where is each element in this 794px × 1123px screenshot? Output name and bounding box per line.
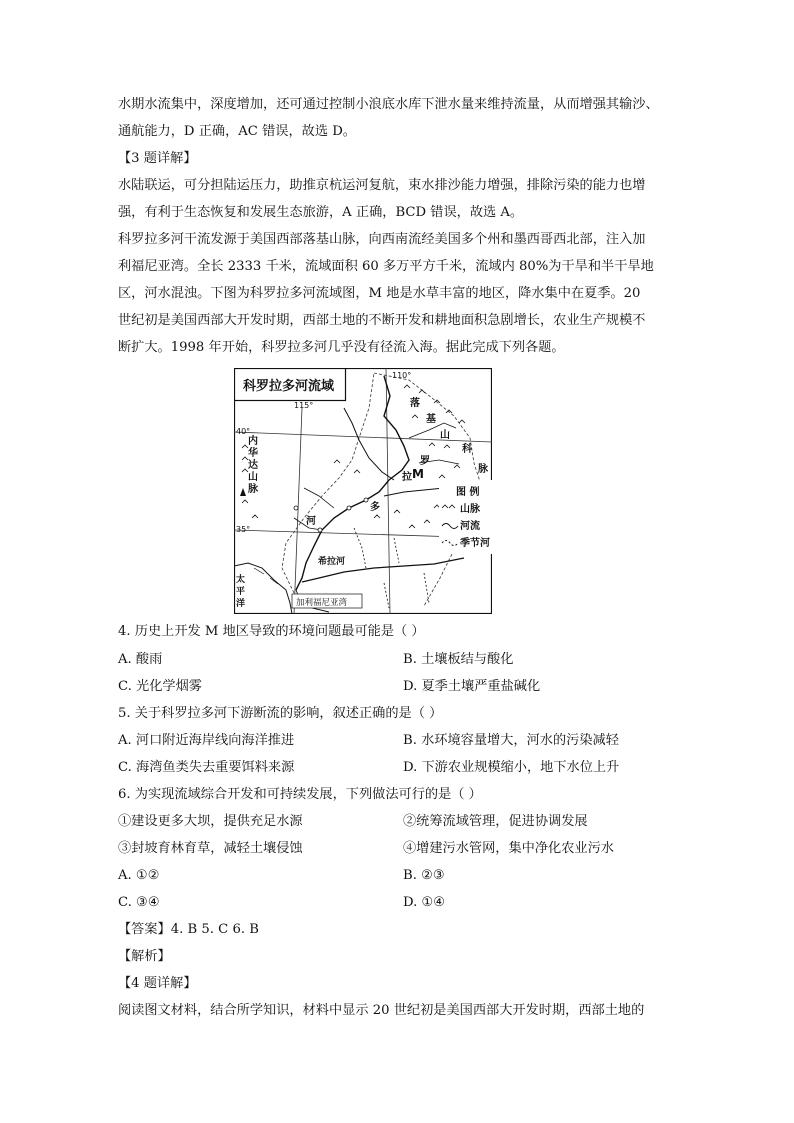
nevada-label-4: 山 xyxy=(248,472,258,483)
text-line: 阅读图文材料，结合所学知识，材料中显示 20 世纪初是美国西部大开发时期，西部土地的 xyxy=(118,1003,645,1018)
reservoir-dot xyxy=(294,506,298,510)
text-line: 强，有利于生态恢复和发展生态旅游，A 正确，BCD 错误，故选 A。 xyxy=(118,205,524,220)
nevada-label-3: 达 xyxy=(248,460,258,471)
legend-title: 图 例 xyxy=(456,487,480,498)
q5-option-d: D. 下游农业规模缩小，地下水位上升 xyxy=(403,760,620,775)
gila-river-label: 希拉河 xyxy=(318,557,346,567)
question-6-stem: 6. 为实现流域综合开发和可持续发展，下列做法可行的是（ ） xyxy=(118,787,482,802)
gulf-label: 加利福尼亚湾 xyxy=(296,598,348,608)
q5-option-b: B. 水环境容量增大，河水的污染减轻 xyxy=(403,733,619,748)
lon-110-label: 110° xyxy=(392,371,412,380)
analysis-header: 【解析】 xyxy=(118,949,171,964)
q6-statement-1: ①建设更多大坝，提供充足水源 xyxy=(118,814,303,829)
question-5-stem: 5. 关于科罗拉多河下游断流的影响，叙述正确的是（ ） xyxy=(118,706,443,721)
text-line: 水陆联运，可分担陆运压力，助推京杭运河复航，束水排沙能力增强，排除污染的能力也增 xyxy=(118,178,646,193)
q5-option-c: C. 海湾鱼类失去重要饵料来源 xyxy=(118,760,295,775)
text-line: 世纪初是美国西部大开发时期，西部土地的不断开发和耕地面积急剧增长，农业生产规模不 xyxy=(118,313,646,328)
colorado-label-duo: 多 xyxy=(370,502,380,513)
map-legend xyxy=(439,480,492,554)
question-4-stem: 4. 历史上开发 M 地区导致的环境问题最可能是（ ） xyxy=(118,624,425,639)
colorado-label-he: 河 xyxy=(306,516,316,527)
map-title: 科罗拉多河流域 xyxy=(243,379,335,394)
rocky-label-3: 山 xyxy=(440,430,450,441)
reservoir-dot xyxy=(364,498,368,502)
pacific-label-3: 洋 xyxy=(236,599,246,609)
answer-line: 【答案】4. B 5. C 6. B xyxy=(118,922,259,937)
m-label: M xyxy=(412,467,424,481)
q4-option-c: C. 光化学烟雾 xyxy=(118,679,202,694)
q5-option-a: A. 河口附近海岸线向海洋推进 xyxy=(118,733,295,748)
legend-seasonal-label: 季节河 xyxy=(460,538,490,549)
q6-option-d: D. ①④ xyxy=(403,895,446,910)
q6-option-c: C. ③④ xyxy=(118,895,160,910)
text-line: 通航能力，D 正确，AC 错误，故选 D。 xyxy=(118,124,356,139)
rocky-label-1: 落 xyxy=(410,398,420,409)
q6-statement-2: ②统筹流域管理，促进协调发展 xyxy=(403,814,588,829)
text-line: 水期水流集中，深度增加，还可通过控制小浪底水库下泄水量来维持流量，从而增强其输沙、 xyxy=(118,97,659,112)
lat-40-label: 40° xyxy=(236,427,251,436)
lat-35-label: 35° xyxy=(236,525,251,534)
pacific-label-1: 太 xyxy=(236,575,246,585)
rocky-label-mai: 脉 xyxy=(478,464,488,475)
pacific-label-2: 平 xyxy=(236,587,246,597)
q4-option-a: A. 酸雨 xyxy=(118,652,163,667)
text-line: 区，河水混浊。下图为科罗拉多河流域图，M 地是水草丰富的地区，降水集中在夏季。20 xyxy=(118,286,641,301)
nevada-label-1: 内 xyxy=(248,436,258,447)
legend-mountain-label: 山脉 xyxy=(460,504,480,515)
q4-detail-header: 【4 题详解】 xyxy=(118,976,197,991)
q6-statement-4: ④增建污水管网，集中净化农业污水 xyxy=(403,841,614,856)
text-line: 利福尼亚湾。全长 2333 千米，流域面积 60 多万平方千米，流域内 80%为干旱和半干旱地 xyxy=(118,259,654,274)
q6-option-a: A. ①② xyxy=(118,868,160,883)
q6-statement-3: ③封坡育林育草，减轻土壤侵蚀 xyxy=(118,841,303,856)
nevada-label-2: 华 xyxy=(248,448,258,459)
q4-option-b: B. 土壤板结与酸化 xyxy=(403,652,514,667)
reservoir-dot xyxy=(347,506,351,510)
text-line: 科罗拉多河干流发源于美国西部落基山脉，向西南流经美国多个州和墨西哥西北部，注入加 xyxy=(118,232,646,247)
colorado-label-luo: 罗 xyxy=(420,456,430,467)
reservoir-dot xyxy=(318,528,322,532)
q6-option-b: B. ②③ xyxy=(403,868,445,883)
legend-river-label: 河流 xyxy=(460,521,480,532)
q4-option-d: D. 夏季土壤严重盐碱化 xyxy=(403,679,541,694)
colorado-label-ke: 科 xyxy=(462,444,472,455)
section-header: 【3 题详解】 xyxy=(118,151,197,166)
rocky-label-2: 基 xyxy=(426,414,436,425)
text-line: 断扩大。1998 年开始，科罗拉多河几乎没有径流入海。据此完成下列各题。 xyxy=(118,340,565,355)
lon-115-label: 115° xyxy=(294,401,314,410)
colorado-basin-map xyxy=(234,368,492,614)
nevada-label-5: 脉 xyxy=(248,484,258,495)
colorado-label-la: 拉 xyxy=(402,472,412,483)
